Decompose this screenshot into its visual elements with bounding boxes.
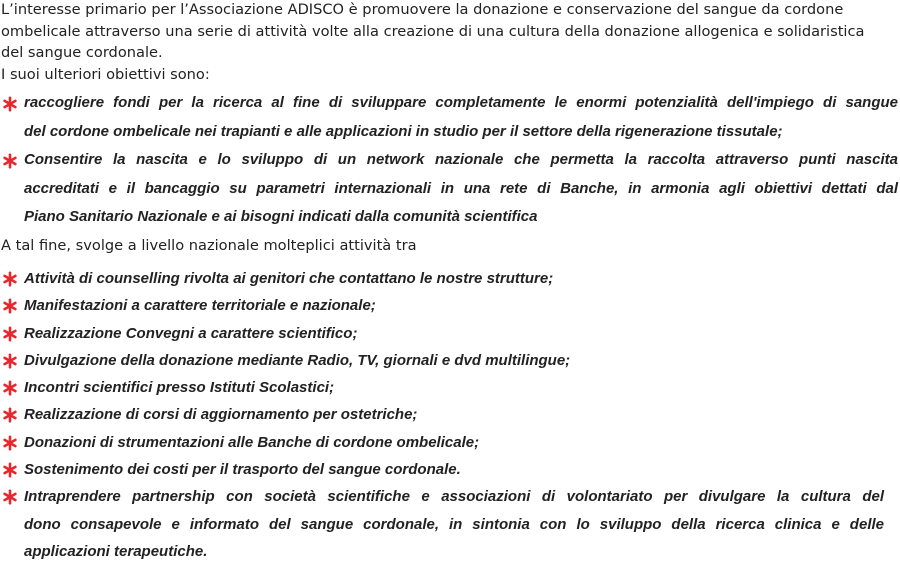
- activity-item: [0, 401, 884, 428]
- activity-item: [0, 347, 884, 374]
- objective-line: Piano Sanitario Nazionale e ai bisogni indicati dalla comunità scientifica: [24, 208, 538, 225]
- activity-item: [0, 483, 884, 565]
- asterisk-icon: [2, 353, 18, 369]
- activity-item: [0, 320, 884, 347]
- activities-list: [0, 265, 884, 565]
- objective-line: accreditati e il bancaggio su parametri internazionali in una rete di Banche, in armonia agli obiettivi dettati dal: [24, 179, 898, 197]
- asterisk-icon: [2, 435, 18, 451]
- activity-line: applicazioni terapeutiche.: [24, 542, 208, 560]
- objective-line: Consentire la nascita e lo sviluppo di un network nazionale che permetta la raccolta attraverso punti nascita: [24, 151, 898, 168]
- activity-text: Realizzazione Convegni a carattere scientifico;: [24, 324, 358, 342]
- objective-item: [0, 146, 898, 232]
- activity-text: Incontri scientifici presso Istituti Scolastici;: [24, 379, 335, 397]
- asterisk-icon: [2, 489, 18, 505]
- activity-line: dono consapevole e informato del sangue cordonale, in sintonia con lo sviluppo della ricerca clinica e delle: [24, 515, 884, 533]
- intro-line: L’interesse primario per l’Associazione ADISCO è promuovere la donazione e conservazione del sangue da cordone: [1, 1, 844, 18]
- asterisk-icon: [2, 96, 18, 112]
- asterisk-icon: [2, 462, 18, 478]
- activity-text: Sostenimento dei costi per il trasporto del sangue cordonale.: [24, 461, 461, 479]
- activity-item: [0, 292, 884, 319]
- objective-item: [0, 89, 898, 146]
- asterisk-icon: [2, 153, 18, 169]
- objective-line: del cordone ombelicale nei trapianti e alle applicazioni in studio per il settore della rigenerazione tissutale;: [24, 122, 783, 140]
- intro-paragraph: [1, 0, 896, 85]
- activity-item: [0, 265, 884, 292]
- activity-item: [0, 456, 884, 483]
- asterisk-icon: [2, 407, 18, 423]
- activity-text: Attività di counselling rivolta ai genitori che contattano le nostre strutture;: [24, 270, 554, 287]
- objectives-list: [0, 89, 898, 232]
- asterisk-icon: [2, 298, 18, 314]
- asterisk-icon: [2, 326, 18, 342]
- activity-item: [0, 429, 884, 456]
- activity-text: Manifestazioni a carattere territoriale e nazionale;: [24, 297, 376, 315]
- activity-text: Realizzazione di corsi di aggiornamento per ostetriche;: [24, 406, 418, 424]
- activity-text: Donazioni di strumentazioni alle Banche di cordone ombelicale;: [24, 433, 480, 451]
- activity-item: [0, 374, 884, 401]
- intro-line: I suoi ulteriori obiettivi sono:: [1, 65, 210, 83]
- activities-intro: A tal fine, svolge a livello nazionale molteplici attività tra: [1, 237, 417, 254]
- asterisk-icon: [2, 271, 18, 287]
- activity-text: Divulgazione della donazione mediante Radio, TV, giornali e dvd multilingue;: [24, 351, 571, 369]
- objective-line: raccogliere fondi per la ricerca al fine di sviluppare completamente le enormi potenzialità dell'impiego di sangue: [24, 94, 898, 111]
- asterisk-icon: [2, 380, 18, 396]
- intro-line: ombelicale attraverso una serie di attività volte alla creazione di una cultura della donazione allogenica e solidaristica: [1, 22, 865, 40]
- activity-line: Intraprendere partnership con società scientifiche e associazioni di volontariato per divulgare la cultura del: [24, 488, 884, 506]
- intro-line: del sangue cordonale.: [1, 44, 163, 61]
